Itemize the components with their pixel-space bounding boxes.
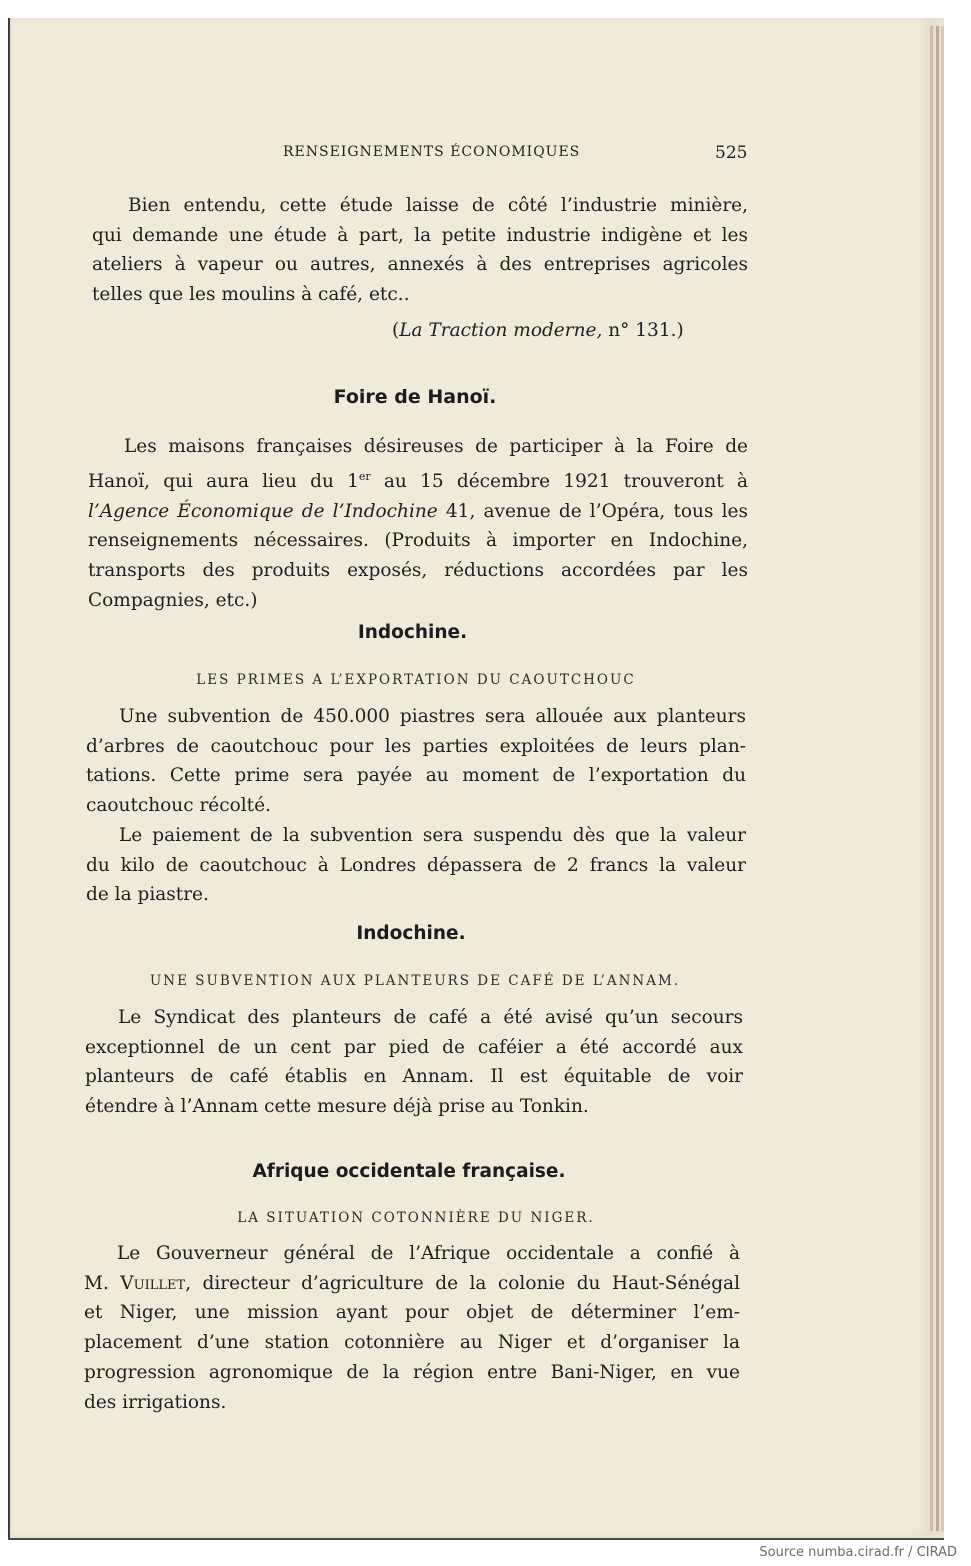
cafe-paragraph (85, 1003, 743, 1122)
text-line: transports des produits exposés, réductions accordées par les (88, 559, 748, 581)
text-line: qui demande une étude à part, la petite industrie indigène et les (92, 224, 748, 246)
text-line: et Niger, une mission ayant pour objet de déterminer l’em- (84, 1302, 740, 1324)
text-line: étendre à l’Annam cette mesure déjà prise au Tonkin. (85, 1096, 589, 1118)
text-line: telles que les moulins à café, etc.. (92, 284, 410, 306)
source-credit: Source numba.cirad.fr / CIRAD (759, 1545, 957, 1560)
scan-left-border (8, 18, 10, 1540)
text-line: Le Syndicat des planteurs de café a été avisé qu’un secours (118, 1007, 743, 1028)
text-line: Le Gouverneur général de l’Afrique occidentale a confié à (117, 1243, 740, 1264)
text-line: progression agronomique de la région entre Bani-Niger, en vue (84, 1361, 740, 1383)
text-line: caoutchouc récolté. (86, 795, 271, 817)
page-edge (941, 26, 944, 1531)
text-line: Bien entendu, cette étude laisse de côté l’industrie minière, (128, 195, 748, 216)
citation-title: La Traction moderne, (399, 320, 603, 341)
section-heading-hanoi: Foire de Hanoï. (333, 386, 497, 408)
subheading-caoutchouc: LES PRIMES A L’EXPORTATION DU CAOUTCHOUC (196, 672, 636, 688)
text-line: Compagnies, etc.) (88, 589, 258, 611)
subheading-niger: LA SITUATION COTONNIÈRE DU NIGER. (237, 1210, 595, 1226)
page-number: 525 (715, 143, 748, 163)
text-line: de la piastre. (86, 884, 209, 906)
text-line (84, 1269, 740, 1299)
section-heading-afrique: Afrique occidentale française. (252, 1161, 566, 1182)
text-line: exceptionnel de un cent par pied de caféier a été accordé aux (85, 1036, 743, 1058)
text-line: tations. Cette prime sera payée au moment de l’exportation du (86, 765, 746, 787)
niger-paragraph (84, 1239, 740, 1417)
text-line: du kilo de caoutchouc à Londres dépassera de 2 francs la valeur (86, 854, 746, 876)
text-line: Le paiement de la subvention sera suspendu dès que la valeur (119, 824, 746, 846)
text-fragment: 41, avenue de l’Opéra, tous les (437, 500, 748, 522)
intro-paragraph (92, 191, 748, 310)
text-line (88, 462, 748, 497)
hanoi-paragraph (88, 432, 748, 615)
text-line: placement d’une station cotonnière au Niger et d’organiser la (84, 1332, 740, 1354)
text-line: Une subvention de 450.000 piastres sera allouée aux planteurs (119, 706, 746, 727)
page-edge (930, 26, 933, 1531)
citation-open: ( (392, 320, 400, 341)
citation-number: n° 131.) (608, 320, 684, 341)
section-heading-indochine: Indochine. (356, 923, 466, 944)
text-line: d’arbres de caoutchouc pour les parties exploitées de leurs plan- (86, 735, 746, 757)
text-fragment: M. (84, 1272, 121, 1294)
subheading-cafe: UNE SUBVENTION AUX PLANTEURS DE CAFÉ DE L’ANNAM. (149, 973, 681, 989)
page-edge (936, 26, 939, 1531)
agency-name: l’Agence Économique de l’Indochine (88, 500, 438, 522)
text-line: planteurs de café établis en Annam. Il est équitable de voir (85, 1066, 743, 1088)
section-heading-indochine: Indochine. (357, 622, 468, 643)
text-line (88, 497, 748, 527)
text-fragment: Hanoï, qui aura lieu du 1 (88, 470, 359, 492)
running-head: RENSEIGNEMENTS ÉCONOMIQUES (283, 144, 581, 160)
text-fragment: , directeur d’agriculture de la colonie du Haut-Sénégal (185, 1272, 740, 1294)
superscript: er (358, 469, 371, 483)
person-name: Vuillet (120, 1272, 186, 1294)
text-line: ateliers à vapeur ou autres, annexés à des entreprises agricoles (92, 254, 748, 276)
citation (392, 320, 684, 341)
scan-bottom-border (8, 1538, 944, 1540)
text-line: Les maisons françaises désireuses de participer à la Foire de (124, 436, 748, 457)
caoutchouc-paragraph (86, 702, 746, 910)
text-line: renseignements nécessaires. (Produits à importer en Indochine, (88, 530, 748, 552)
text-fragment: au 15 décembre 1921 trouveront à (370, 470, 748, 492)
text-line: des irrigations. (84, 1391, 227, 1413)
